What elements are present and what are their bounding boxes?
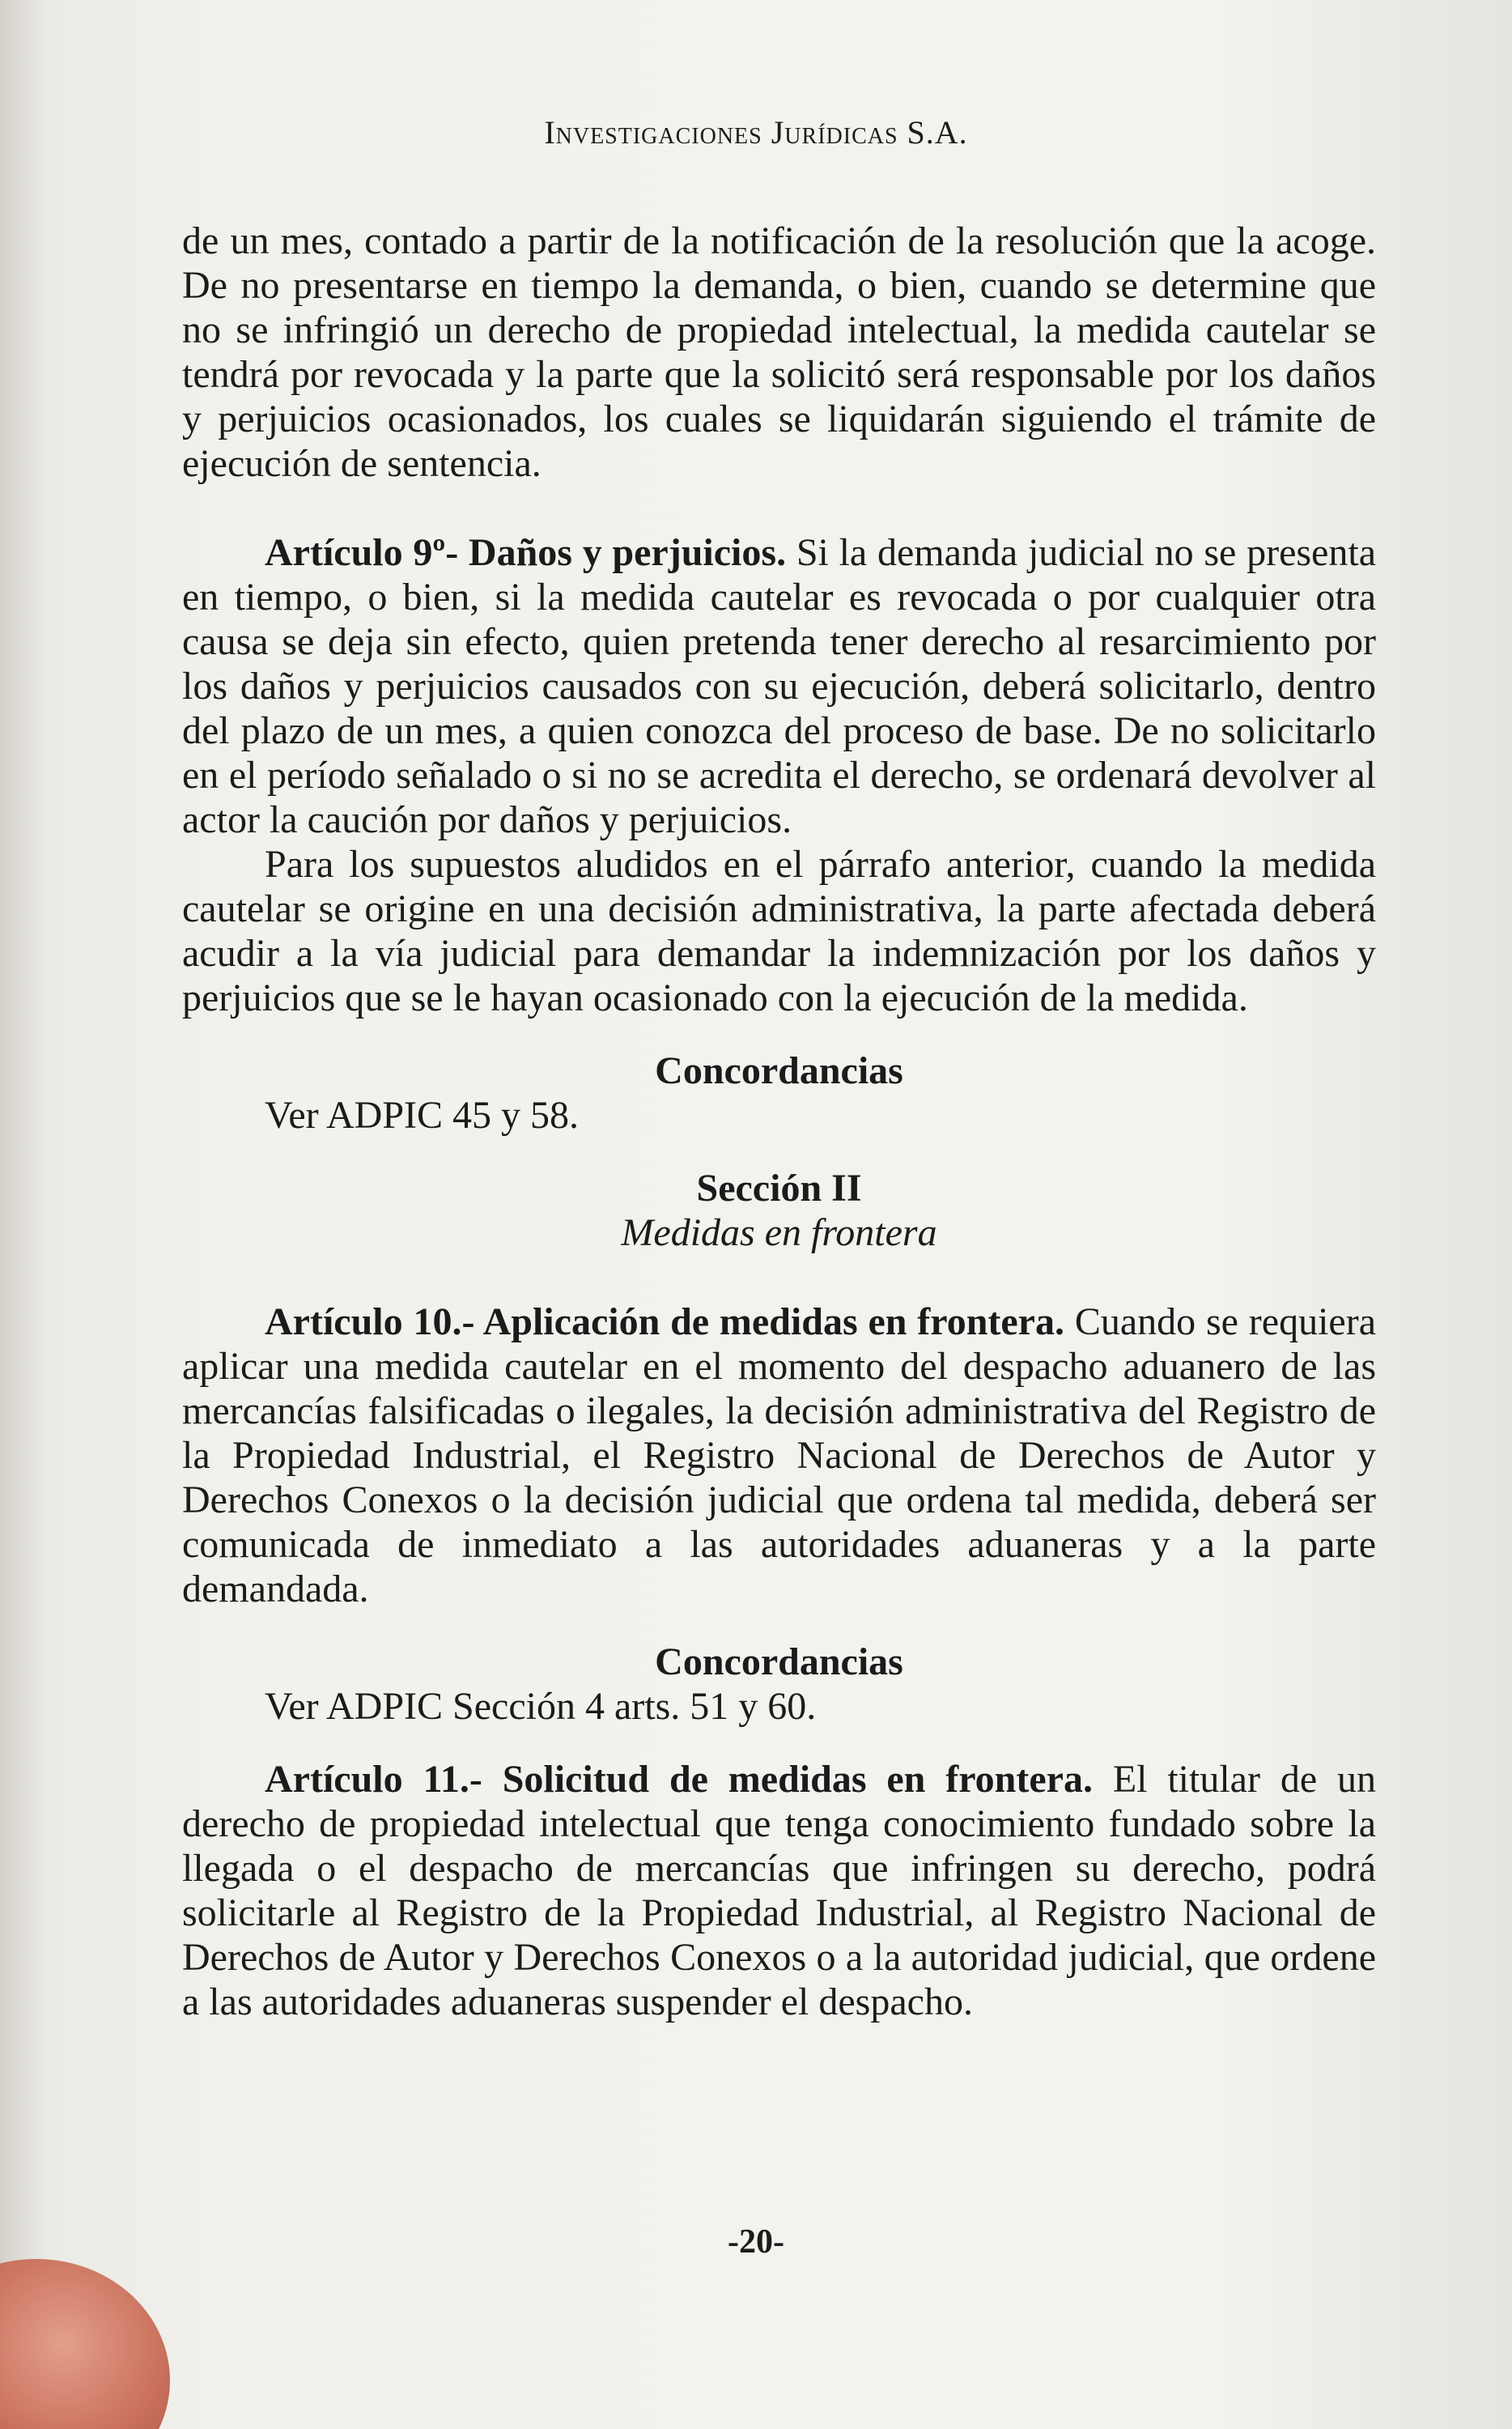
section-subtitle: Medidas en frontera (621, 1211, 937, 1254)
article-9-body: Si la demanda judicial no se presenta en tiempo, o bien, si la medida cautelar es revocada o por cualquier otra causa se deja sin efecto, quien pretenda tener derecho al resarcimiento por los daños y perjuicios causados con su ejecución, deberá solicitarlo, dentro del plazo de un mes, a quien conozca del proceso de base. De no solicitarlo en el período señalado o si no se acredita el derecho, se ordenará devolver al actor la caución por daños y perjuicios. (182, 531, 1376, 841)
article-11 (182, 1757, 1376, 2024)
article-10-title: Artículo 10.- Aplicación de medidas en frontera. (265, 1300, 1064, 1343)
concordancias-heading-2: Concordancias (655, 1640, 903, 1683)
page-body (182, 219, 1376, 2024)
article-10 (182, 1300, 1376, 1611)
article-10-body: Cuando se requiera aplicar una medida cautelar en el momento del despacho aduanero de las mercancías falsificadas o ilegales, la decisión administrativa del Registro de la Propiedad Industrial, el Registro Nacional de Derechos de Autor y Derechos Conexos o la decisión judicial que ordena tal medida, deberá ser comunicada de inmediato a las autoridades aduaneras y a la parte demandada. (182, 1300, 1376, 1610)
section-title: Sección II (696, 1167, 862, 1210)
concordancias-heading-1: Concordancias (655, 1049, 903, 1092)
continued-paragraph: de un mes, contado a partir de la notificación de la resolución que la acoge. De no presentarse en tiempo la demanda, o bien, cuando se determine que no se infringió un derecho de propiedad intelectual, la medida cautelar se tendrá por revocada y la parte que la solicitó será responsable por los daños y perjuicios ocasionados, los cuales se liquidarán siguiendo el trámite de ejecución de sentencia. (182, 219, 1376, 485)
article-11-title: Artículo 11.- Solicitud de medidas en frontera. (265, 1758, 1093, 1801)
thumb-finger (0, 2259, 170, 2429)
article-9-paragraph-2: Para los supuestos aludidos en el párrafo anterior, cuando la medida cautelar se origine en una decisión administrativa, la parte afectada deberá acudir a la vía judicial para demandar la indemnización por los daños y perjuicios que se le hayan ocasionado con la ejecución de la medida. (182, 843, 1376, 1019)
article-9 (182, 530, 1376, 842)
concordancias-text-2: Ver ADPIC Sección 4 arts. 51 y 60. (265, 1685, 817, 1728)
running-header: Investigaciones Jurídicas S.A. (544, 114, 968, 151)
article-11-body: El titular de un derecho de propiedad intelectual que tenga conocimiento fundado sobre la llegada o el despacho de mercancías que infringen su derecho, podrá solicitarle al Registro de la Propiedad Industrial, al Registro Nacional de Derechos de Autor y Derechos Conexos o a la autoridad judicial, que ordene a las autoridades aduaneras suspender el despacho. (182, 1758, 1377, 2023)
page-number: -20- (728, 2223, 784, 2261)
article-9-title: Artículo 9º- Daños y perjuicios. (265, 531, 787, 574)
concordancias-text-1: Ver ADPIC 45 y 58. (265, 1094, 580, 1137)
